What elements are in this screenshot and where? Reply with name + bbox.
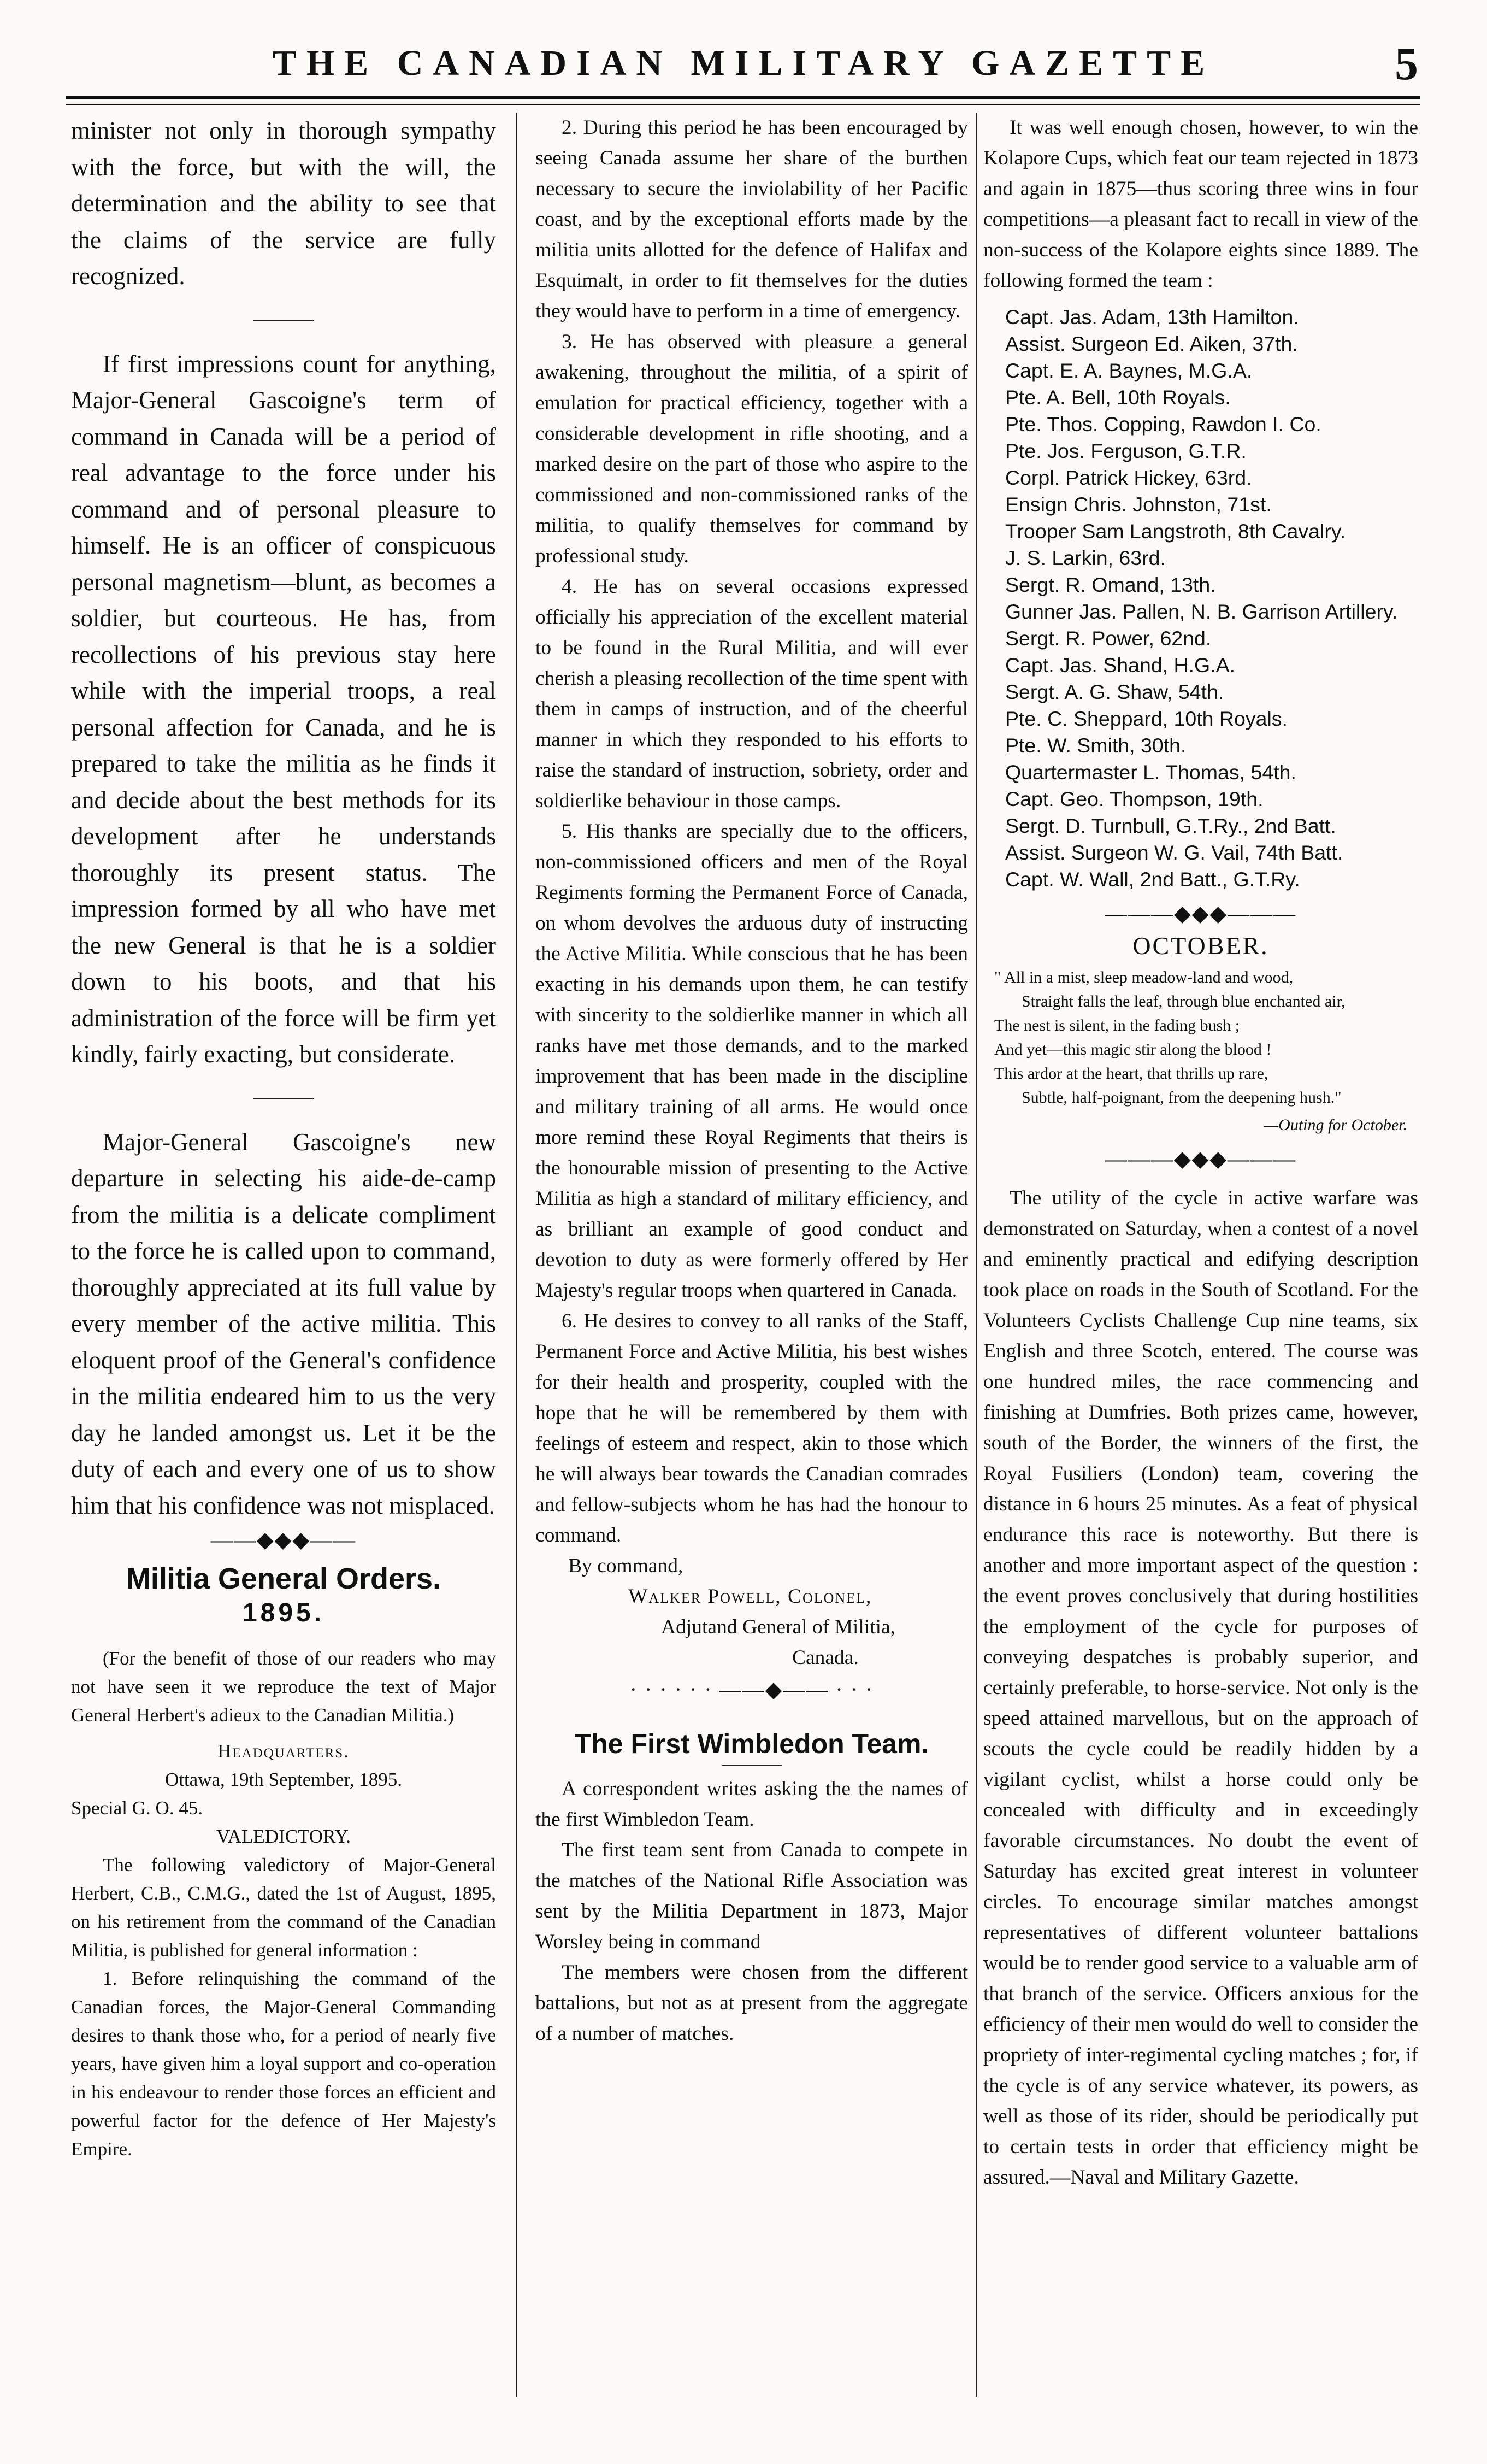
poem-line: Straight falls the leaf, through blue enchanted air, <box>1022 992 1346 1010</box>
poem-line: Subtle, half-poignant, from the deepening hush." <box>1022 1089 1342 1107</box>
col1-paragraph-5: 1. Before relinquishing the command of the Canadian forces, the Major-General Commanding desires to thank those who, for a period of nearly five years, have given him a loyal support and co-operation in his endeavour to render those forces an efficient and powerful factor for the defence of Her Majesty's Empire. <box>71 1968 496 2160</box>
col1-paragraph-3: Major-General Gascoigne's new departure in selecting his aide-de-camp from the militia is a delicate compliment to the force he is called upon to command, thoroughly appreciated at its full value by every member of the active militia. This eloquent proof of the General's confidence in the militia endeared him to us the very day he landed amongst us. Let it be the duty of each and every one of us to show him that his confidence was not misplaced. <box>71 1128 496 1519</box>
section-separator <box>253 1098 314 1099</box>
column-1 <box>71 113 496 2163</box>
team-member: Sergt. R. Omand, 13th. <box>1005 573 1216 596</box>
orders-note: (For the benefit of those of our readers who may not have seen it we reproduce the text of Major General Herbert's adieux to the Canadian Militia.) <box>71 1648 496 1726</box>
ornament-divider: · · · · · · ——◆—— · · · <box>629 1677 874 1702</box>
column-2 <box>535 113 968 2049</box>
team-member: Assist. Surgeon W. G. Vail, 74th Batt. <box>1005 841 1343 864</box>
team-member: Capt. Jas. Shand, H.G.A. <box>1005 654 1236 677</box>
dateline: Ottawa, 19th September, 1895. <box>164 1769 403 1790</box>
column-divider-2 <box>976 113 977 2397</box>
col2-paragraph-6: A correspondent writes asking the the names of the first Wimbledon Team. <box>535 1778 968 1831</box>
poem-line: This ardor at the heart, that thrills up rare, <box>994 1065 1268 1083</box>
team-member: Gunner Jas. Pallen, N. B. Garrison Artillery. <box>1005 600 1398 623</box>
col2-paragraph-3: 4. He has on several occasions expressed officially his appreciation of the excellent material to be found in the Rural Militia, and will ever cherish a pleasing recollection of the time spent with them in camps of instruction, and of the cheerful manner in which they responded to his efforts to raise the standard of instruction, sobriety, order and soldierlike behaviour in those camps. <box>535 575 968 812</box>
team-member: Pte. W. Smith, 30th. <box>1005 734 1187 757</box>
ornament-divider: ———◆◆◆——— <box>1105 901 1297 926</box>
team-member: Assist. Surgeon Ed. Aiken, 37th. <box>1005 332 1298 355</box>
valedictory-label: VALEDICTORY. <box>216 1826 351 1847</box>
october-poem <box>994 966 1407 1137</box>
wimbledon-heading: The First Wimbledon Team. <box>574 1728 929 1759</box>
team-member: Pte. Jos. Ferguson, G.T.R. <box>1005 439 1247 462</box>
team-member: Trooper Sam Langstroth, 8th Cavalry. <box>1005 520 1346 543</box>
heading-rule <box>722 1765 782 1766</box>
team-member: Pte. Thos. Copping, Rawdon I. Co. <box>1005 413 1321 436</box>
october-heading: OCTOBER. <box>1132 932 1269 960</box>
team-member: Pte. C. Sheppard, 10th Royals. <box>1005 707 1288 730</box>
team-member: Sergt. D. Turnbull, G.T.Ry., 2nd Batt. <box>1005 814 1336 837</box>
col1-paragraph-4: The following valedictory of Major-General Herbert, C.B., C.M.G., dated the 1st of August, 1895, on his retirement from the command of the Canadian Militia, is published for general information : <box>71 1854 496 1961</box>
team-member: Ensign Chris. Johnston, 71st. <box>1005 493 1272 516</box>
masthead-rule-thin <box>66 104 1420 105</box>
masthead-rule-thick <box>66 96 1420 99</box>
team-member: Capt. Jas. Adam, 13th Hamilton. <box>1005 305 1299 328</box>
poem-line: " All in a mist, sleep meadow-land and wood, <box>994 968 1294 986</box>
team-member: Quartermaster L. Thomas, 54th. <box>1005 761 1296 784</box>
signature-name: Walker Powell, Colonel, <box>628 1585 872 1608</box>
column-3 <box>983 113 1418 2193</box>
signature-title: Adjutand General of Militia, <box>661 1616 896 1638</box>
poem-attribution: —Outing for October. <box>1264 1116 1407 1134</box>
page-number: 5 <box>1395 37 1418 90</box>
col2-paragraph-1: 2. During this period he has been encouraged by seeing Canada assume her share of the burthen necessary to secure the inviolability of her Pacific coast, and by the exceptional efforts made by the militia units allotted for the defence of Halifax and Esquimalt, in order to fit themselves for the duties they would have to perform in a time of emergency. <box>535 116 968 322</box>
team-member: Corpl. Patrick Hickey, 63rd. <box>1005 466 1252 489</box>
col2-paragraph-4: 5. His thanks are specially due to the officers, non-commissioned officers and men of the Royal Regiments forming the Permanent Force of Canada, on whom devolves the arduous duty of instructing the Active Militia. While conscious that he has been exacting in his demands upon them, he can testify with sincerity to the soldierlike manner in which all ranks have met those demands, and to the marked improvement that has been made in the discipline and military training of all arms. He would once more remind these Royal Regiments that theirs is the honourable mission of presenting to the Active Militia as high a standard of military efficiency, and as brilliant an example of good conduct and devotion to duty as were formerly offered by Her Majesty's regular troops when quartered in Canada. <box>535 820 968 1302</box>
militia-orders-heading: Militia General Orders. <box>126 1562 441 1595</box>
poem-line: The nest is silent, in the fading bush ; <box>994 1016 1240 1034</box>
col1-paragraph-1: minister not only in thorough sympathy with the force, but with the will, the determination and the ability to see that the claims of the service are fully recognized. <box>71 117 496 290</box>
militia-orders-year: 1895. <box>242 1598 325 1627</box>
team-member: Capt. W. Wall, 2nd Batt., G.T.Ry. <box>1005 868 1300 891</box>
team-member: Sergt. A. G. Shaw, 54th. <box>1005 680 1224 703</box>
newspaper-title: THE CANADIAN MILITARY GAZETTE <box>272 43 1215 83</box>
column-divider-1 <box>516 113 517 2397</box>
col3-paragraph-2: The utility of the cycle in active warfare was demonstrated on Saturday, when a contest of a novel and eminently practical and edifying description took place on roads in the South of Scotland. For the Volunteers Cyclists Challenge Cup nine teams, six English and three Scotch, entered. The course was one hundred miles, the race commencing and finishing at Dumfries. Both prizes came, however, south of the Border, the winners of the first, the Royal Fusiliers (London) team, covering the distance in 6 hours 25 minutes. As a feat of physical endurance this race is noteworthy. But there is another and more important aspect of the question : the event proves conclusively that during hostilities the employment of the cycle for purposes of conveying despatches is probably superior, and certainly preferable, to horse-service. Not only is the speed attained marvellous, but on the approach of scouts the cycle could be readily hidden by a vigilant cyclist, whilst a horse could only be concealed with difficulty and in exceedingly favorable circumstances. No doubt the event of Saturday has excited great interest in volunteer circles. To encourage similar matches amongst representatives of different volunteer battalions would be to render good service to a valuable arm of that branch of the service. Officers anxious for the efficiency of their men would do well to consider the propriety of inter-regimental cycling matches ; for, if the cycle is of any service whatever, its powers, as well as those of its rider, should be periodically put to certain tests in order that efficiency might be assured.—Naval and Military Gazette. <box>983 1187 1418 2189</box>
col2-paragraph-8: The members were chosen from the different battalions, but not as at present from the aggregate of a number of matches. <box>535 1961 968 2045</box>
col2-paragraph-2: 3. He has observed with pleasure a general awakening, throughout the militia, of a spirit of emulation for practical efficiency, together with a considerable development in rifle shooting, and a marked desire on the part of those who aspire to the commissioned and non-commissioned ranks of the militia, to qualify themselves for command by professional study. <box>535 331 968 567</box>
team-member: Capt. E. A. Baynes, M.G.A. <box>1005 359 1253 382</box>
team-member: Capt. Geo. Thompson, 19th. <box>1005 787 1264 810</box>
special-go: Special G. O. 45. <box>71 1797 203 1819</box>
team-list <box>1005 304 1418 893</box>
team-member: Sergt. R. Power, 62nd. <box>1005 627 1212 650</box>
by-command: By command, <box>568 1555 683 1577</box>
col1-paragraph-2: If first impressions count for anything, Major-General Gascoigne's term of command in Canada will be a period of real advantage to the force under his command and of personal pleasure to himself. He is an officer of conspicuous personal magnetism—blunt, as becomes a soldier, but courteous. He has, from recollections of his previous stay here while with the imperial troops, a real personal affection for Canada, and he is prepared to take the militia as he finds it and decide about the best methods for its development after he understands thoroughly its present status. The impression formed by all who have met the new General is that he is a soldier down to his boots, and that his administration of the force will be firm yet kindly, fairly exacting, but considerate. <box>71 350 496 1068</box>
team-member: J. S. Larkin, 63rd. <box>1005 546 1166 569</box>
ornament-divider: ———◆◆◆——— <box>1105 1146 1297 1171</box>
headquarters-label: Headquarters. <box>217 1740 350 1762</box>
col2-paragraph-7: The first team sent from Canada to compete in the matches of the National Rifle Association was sent by the Militia Department in 1873, Major Worsley being in command <box>535 1839 968 1953</box>
col2-paragraph-5: 6. He desires to convey to all ranks of the Staff, Permanent Force and Active Militia, his best wishes for their health and prosperity, coupled with the hope that he will be remembered by them with feelings of esteem and respect, akin to those which he will always bear towards the Canadian comrades and fellow-subjects whom he has had the honour to command. <box>535 1310 968 1546</box>
team-member: Pte. A. Bell, 10th Royals. <box>1005 386 1231 409</box>
signature-country: Canada. <box>792 1646 859 1669</box>
section-separator <box>253 320 314 321</box>
ornament-divider: ——◆◆◆—— <box>210 1527 357 1552</box>
col3-paragraph-1: It was well enough chosen, however, to win the Kolapore Cups, which feat our team rejected in 1873 and again in 1875—thus scoring three wins in four competitions—a pleasant fact to recall in view of the non-success of the Kolapore eights since 1889. The following formed the team : <box>983 116 1418 292</box>
poem-line: And yet—this magic stir along the blood ! <box>994 1040 1272 1058</box>
masthead <box>0 0 1487 109</box>
